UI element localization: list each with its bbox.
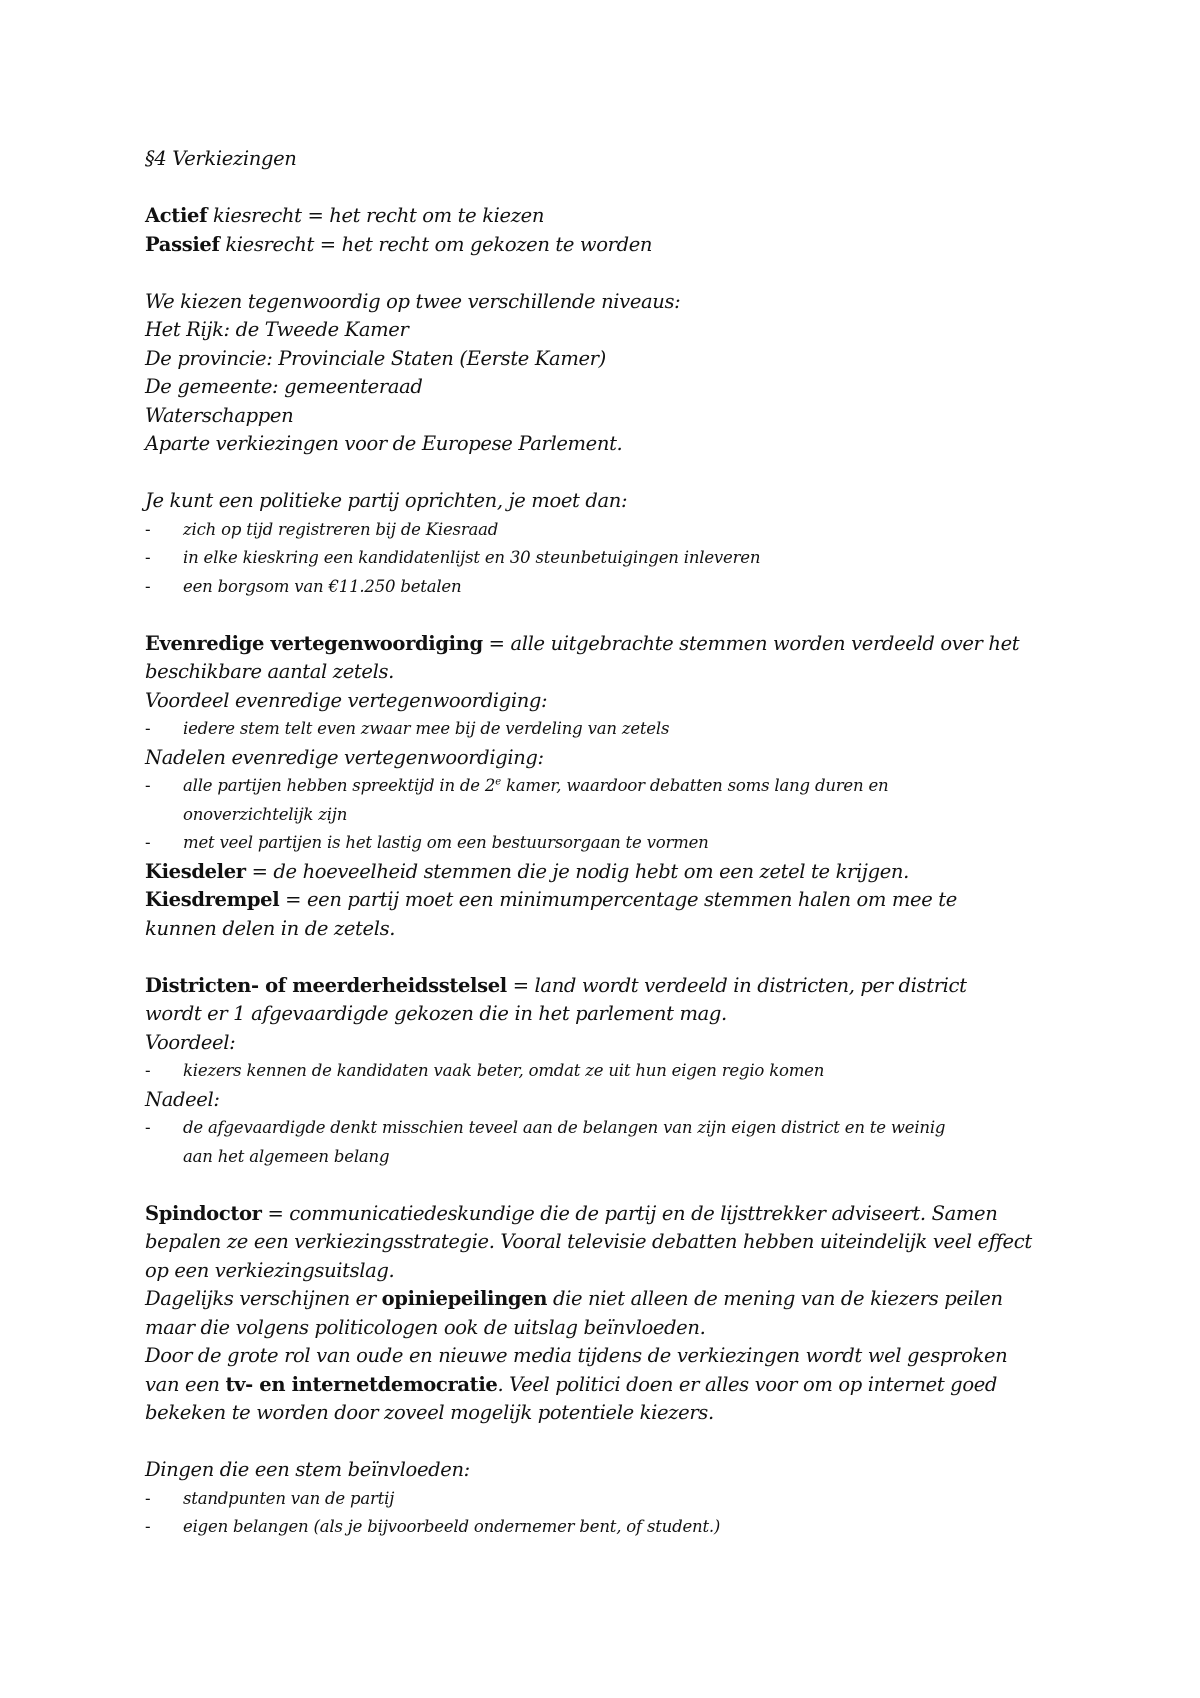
list-item-text: zich op tijd registreren bij de Kiesraad bbox=[183, 519, 499, 539]
kiesdrempel-def: = een partij moet een minimumpercentage stemmen halen om mee te bbox=[279, 888, 957, 911]
list-item bbox=[145, 573, 1075, 602]
bullet-dash: - bbox=[145, 576, 151, 596]
bullet-dash: - bbox=[145, 776, 151, 795]
voordeel-label: Voordeel evenredige vertegenwoordiging: bbox=[145, 688, 548, 712]
text-run: Dagelijks verschijnen er bbox=[145, 1287, 382, 1310]
passief-text: kiesrecht = het recht om gekozen te worden bbox=[219, 232, 653, 256]
niveau-item: De gemeente: gemeenteraad bbox=[145, 375, 423, 398]
paragraph-line: op een verkiezingsuitslag. bbox=[145, 1258, 395, 1282]
list-item-text: de afgevaardigde denkt misschien teveel aan de belangen van zijn eigen district en te weinig bbox=[183, 1118, 946, 1137]
document-body bbox=[145, 145, 1075, 1542]
actief-kiesrecht-definition bbox=[145, 202, 1075, 231]
niveau-item: Het Rijk: de Tweede Kamer bbox=[145, 318, 409, 341]
bullet-dash: - bbox=[145, 519, 151, 539]
list-item bbox=[145, 1057, 1075, 1086]
niveau-item: Aparte verkiezingen voor de Europese Parlement. bbox=[145, 432, 623, 455]
districten-definition bbox=[145, 972, 1075, 1001]
spacer bbox=[145, 259, 1075, 288]
niveau-item: Waterschappen bbox=[145, 403, 294, 427]
districten-def: = land wordt verdeeld in districten, per district bbox=[506, 973, 967, 997]
kiesdrempel-def-cont: kunnen delen in de zetels. bbox=[145, 916, 396, 940]
spacer bbox=[145, 943, 1075, 972]
opiniepeilingen-line bbox=[145, 1285, 1075, 1314]
niveaus-intro: We kiezen tegenwoordig op twee verschillende niveaus: bbox=[145, 289, 681, 313]
list-item-text: standpunten van de partij bbox=[183, 1488, 395, 1508]
evenredig-def-cont: beschikbare aantal zetels. bbox=[145, 660, 394, 683]
evenredig-def: = alle uitgebrachte stemmen worden verdeeld over het bbox=[482, 631, 1020, 655]
spacer bbox=[145, 1428, 1075, 1457]
kiesdrempel-definition bbox=[145, 886, 1075, 915]
kiesdrempel-term: Kiesdrempel bbox=[145, 888, 280, 911]
passief-term: Passief bbox=[145, 232, 220, 256]
actief-term: Actief bbox=[145, 204, 208, 227]
kiesdeler-term: Kiesdeler bbox=[145, 859, 246, 883]
nadeel-label: Nadeel: bbox=[145, 1087, 220, 1111]
paragraph-line: Door de grote rol van oude en nieuwe media tijdens de verkiezingen wordt wel gesproken bbox=[145, 1344, 1008, 1367]
list-item-text: een borgsom van €11.250 betalen bbox=[183, 576, 462, 596]
spindoctor-term: Spindoctor bbox=[145, 1201, 262, 1225]
text-run: die niet alleen de mening van de kiezers peilen bbox=[547, 1287, 1003, 1310]
bullet-dash: - bbox=[145, 1488, 151, 1508]
list-item-text: kamer, waardoor debatten soms lang duren en bbox=[500, 776, 889, 795]
list-item bbox=[145, 1513, 1075, 1542]
districten-term: Districten- of meerderheidsstelsel bbox=[145, 973, 507, 997]
bullet-dash: - bbox=[145, 1517, 151, 1536]
list-item bbox=[145, 1114, 1075, 1143]
spacer bbox=[145, 601, 1075, 630]
list-item bbox=[145, 516, 1075, 545]
list-item bbox=[145, 772, 1075, 801]
bullet-dash: - bbox=[145, 548, 151, 567]
bullet-dash: - bbox=[145, 833, 151, 852]
opiniepeilingen-term: opiniepeilingen bbox=[381, 1287, 548, 1310]
paragraph-line: maar die volgens politicologen ook de uitslag beïnvloeden. bbox=[145, 1315, 706, 1339]
list-item bbox=[145, 829, 1075, 858]
list-item-text: met veel partijen is het lastig om een bestuursorgaan te vormen bbox=[183, 833, 709, 852]
list-item bbox=[145, 715, 1075, 744]
superscript: e bbox=[495, 776, 501, 788]
paragraph-line: bekeken te worden door zoveel mogelijk potentiele kiezers. bbox=[145, 1401, 714, 1424]
list-item-continuation: aan het algemeen belang bbox=[183, 1146, 390, 1166]
niveau-item: De provincie: Provinciale Staten (Eerste Kamer) bbox=[145, 346, 606, 370]
voordeel-label: Voordeel: bbox=[145, 1030, 236, 1054]
list-item-continuation: onoverzichtelijk zijn bbox=[183, 804, 348, 824]
evenredig-term: Evenredige vertegenwoordiging bbox=[145, 631, 483, 655]
text-run: van een bbox=[145, 1372, 226, 1396]
nadelen-label: Nadelen evenredige vertegenwoordiging: bbox=[145, 745, 544, 769]
spacer bbox=[145, 1171, 1075, 1200]
bullet-dash: - bbox=[145, 719, 151, 738]
kiesdeler-definition bbox=[145, 858, 1075, 887]
stem-intro: Dingen die een stem beïnvloeden: bbox=[145, 1458, 470, 1481]
spindoctor-definition bbox=[145, 1200, 1075, 1229]
list-item-text: iedere stem telt even zwaar mee bij de verdeling van zetels bbox=[183, 719, 670, 738]
passief-kiesrecht-definition bbox=[145, 231, 1075, 260]
list-item bbox=[145, 544, 1075, 573]
kiesdeler-def: = de hoeveelheid stemmen die je nodig hebt om een zetel te krijgen. bbox=[245, 859, 909, 883]
evenredig-definition bbox=[145, 630, 1075, 659]
actief-text: kiesrecht = het recht om te kiezen bbox=[207, 204, 545, 227]
text-run: . Veel politici doen er alles voor om op internet goed bbox=[497, 1372, 998, 1396]
internetdemocratie-line bbox=[145, 1371, 1075, 1400]
partij-intro: Je kunt een politieke partij oprichten, je moet dan: bbox=[145, 489, 628, 512]
list-item-text: in elke kieskring een kandidatenlijst en 30 steunbetuigingen inleveren bbox=[183, 548, 761, 567]
list-item-text: alle partijen hebben spreektijd in de 2 bbox=[183, 776, 496, 795]
internetdemocratie-term: tv- en internetdemocratie bbox=[225, 1372, 498, 1396]
spacer bbox=[145, 174, 1075, 203]
districten-def-cont: wordt er 1 afgevaardigde gekozen die in het parlement mag. bbox=[145, 1002, 727, 1025]
spacer bbox=[145, 459, 1075, 488]
bullet-dash: - bbox=[145, 1061, 151, 1080]
list-item-text: kiezers kennen de kandidaten vaak beter, omdat ze uit hun eigen regio komen bbox=[183, 1061, 825, 1080]
list-item-text: eigen belangen (als je bijvoorbeeld ondernemer bent, of student.) bbox=[183, 1517, 721, 1536]
bullet-dash: - bbox=[145, 1118, 151, 1137]
list-item bbox=[145, 1485, 1075, 1514]
spindoctor-def: = communicatiedeskundige die de partij en de lijsttrekker adviseert. Samen bbox=[261, 1201, 998, 1225]
section-title: §4 Verkiezingen bbox=[145, 147, 297, 170]
paragraph-line: bepalen ze een verkiezingsstrategie. Vooral televisie debatten hebben uiteindelijk veel effect bbox=[145, 1230, 1032, 1253]
